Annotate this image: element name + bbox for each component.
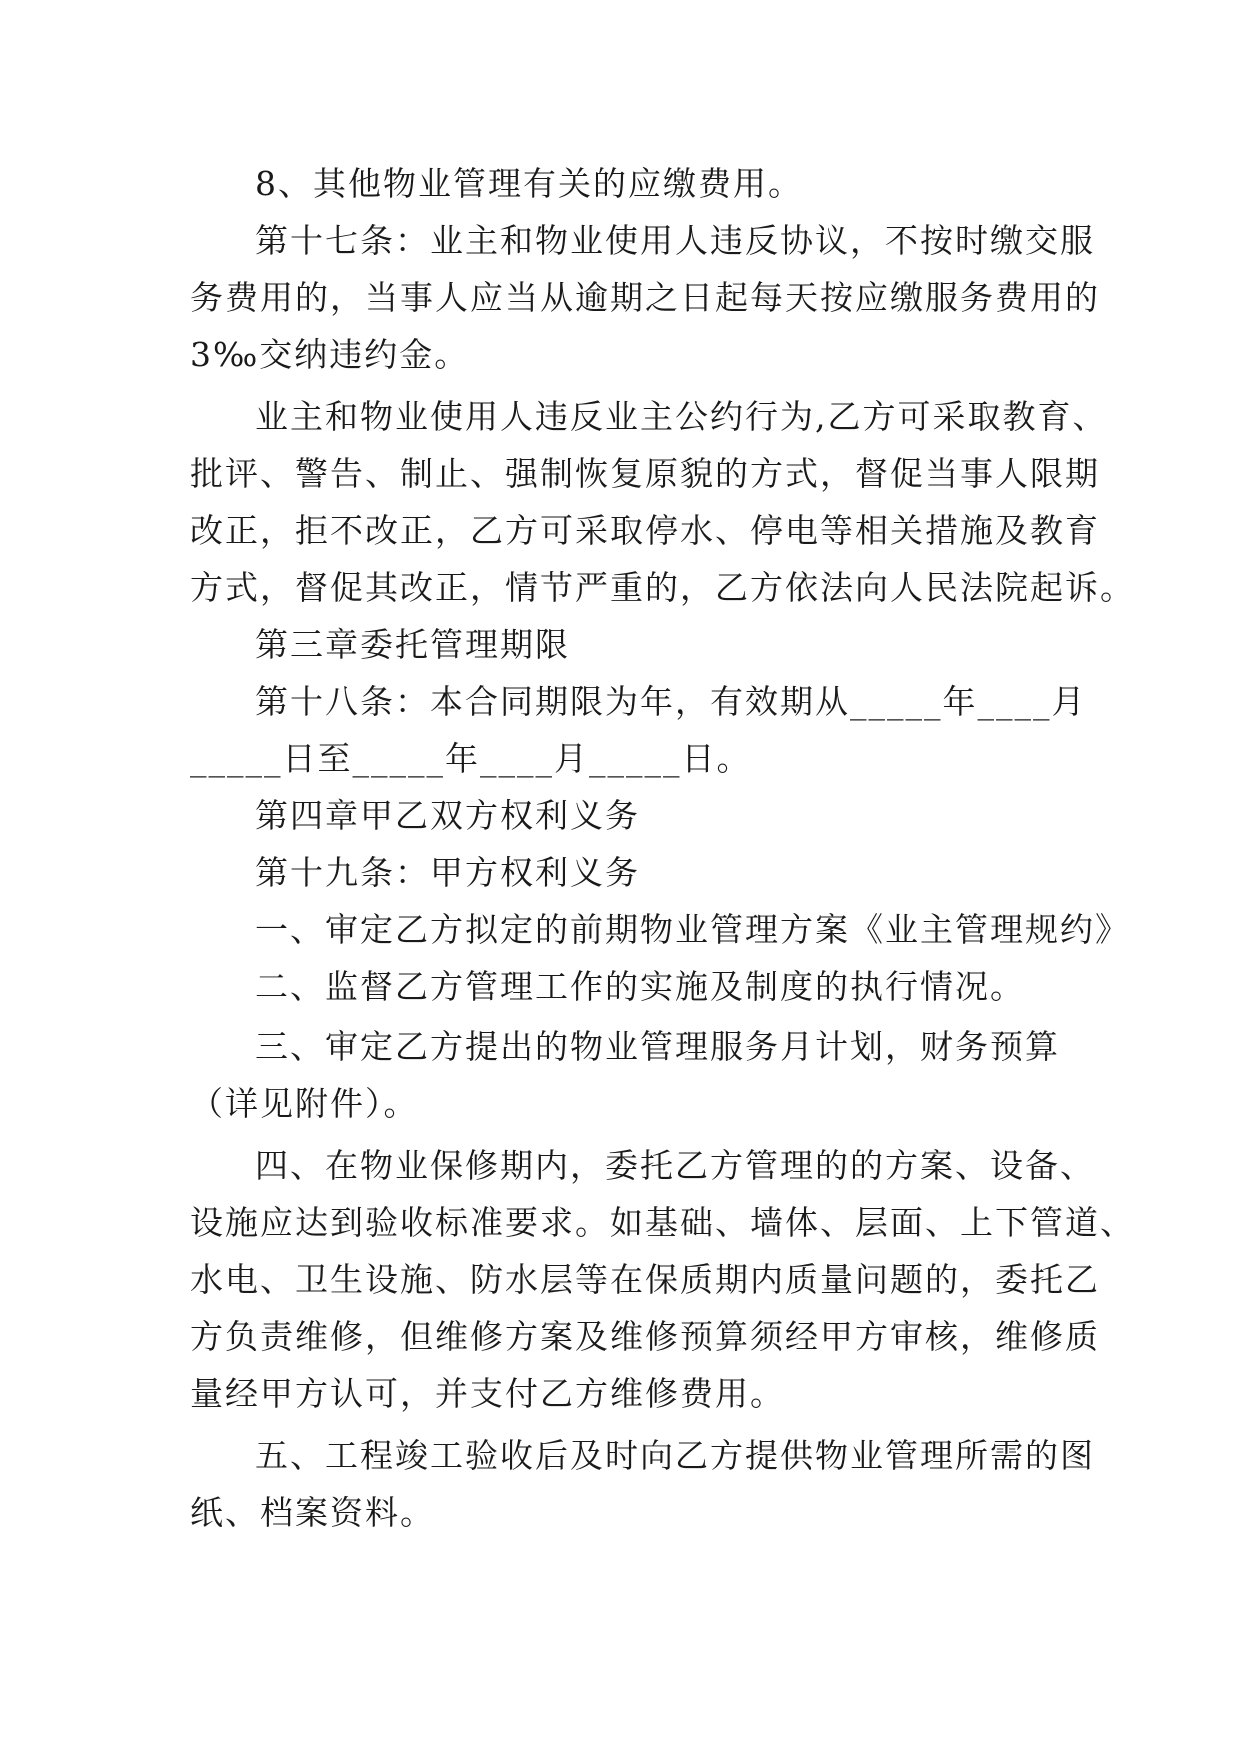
chapter-3-heading: 第三章委托管理期限 <box>255 625 570 664</box>
party-a-item-4-line-5: 量经甲方认可，并支付乙方维修费用。 <box>190 1374 785 1413</box>
article-19-heading: 第十九条：甲方权利义务 <box>255 853 640 892</box>
article-17-line-3: 3‰交纳违约金。 <box>190 335 470 374</box>
party-a-item-4-line-2: 设施应达到验收标准要求。如基础、墙体、层面、上下管道、 <box>190 1203 1135 1242</box>
party-a-item-3-line-2: （详见附件）。 <box>190 1084 419 1123</box>
article-17-line-1: 第十七条：业主和物业使用人违反协议，不按时缴交服 <box>255 221 1095 260</box>
violation-paragraph-line-2: 批评、警告、制止、强制恢复原貌的方式，督促当事人限期 <box>190 454 1100 493</box>
party-a-item-4-line-1: 四、在物业保修期内，委托乙方管理的的方案、设备、 <box>255 1146 1095 1185</box>
party-a-item-1: 一、审定乙方拟定的前期物业管理方案《业主管理规约》 <box>255 910 1130 949</box>
party-a-item-5-line-2: 纸、档案资料。 <box>190 1493 435 1532</box>
article-17-line-2: 务费用的，当事人应当从逾期之日起每天按应缴服务费用的 <box>190 278 1100 317</box>
violation-paragraph-line-3: 改正，拒不改正，乙方可采取停水、停电等相关措施及教育 <box>190 511 1100 550</box>
party-a-item-3-line-1: 三、审定乙方提出的物业管理服务月计划，财务预算 <box>255 1027 1060 1066</box>
violation-paragraph-line-1: 业主和物业使用人违反业主公约行为,乙方可采取教育、 <box>255 397 1108 436</box>
chapter-4-heading: 第四章甲乙双方权利义务 <box>255 796 640 835</box>
article-18-line-1: 第十八条：本合同期限为年，有效期从_____年____月 <box>255 682 1087 721</box>
paragraph-item-8: 8、其他物业管理有关的应缴费用。 <box>255 164 803 203</box>
party-a-item-4-line-4: 方负责维修，但维修方案及维修预算须经甲方审核，维修质 <box>190 1317 1100 1356</box>
violation-paragraph-line-4: 方式，督促其改正，情节严重的，乙方依法向人民法院起诉。 <box>190 568 1135 607</box>
party-a-item-4-line-3: 水电、卫生设施、防水层等在保质期内质量问题的，委托乙 <box>190 1260 1100 1299</box>
article-18-line-2: _____日至_____年____月_____日。 <box>190 739 752 778</box>
party-a-item-2: 二、监督乙方管理工作的实施及制度的执行情况。 <box>255 967 1025 1006</box>
party-a-item-5-line-1: 五、工程竣工验收后及时向乙方提供物业管理所需的图 <box>255 1436 1095 1475</box>
